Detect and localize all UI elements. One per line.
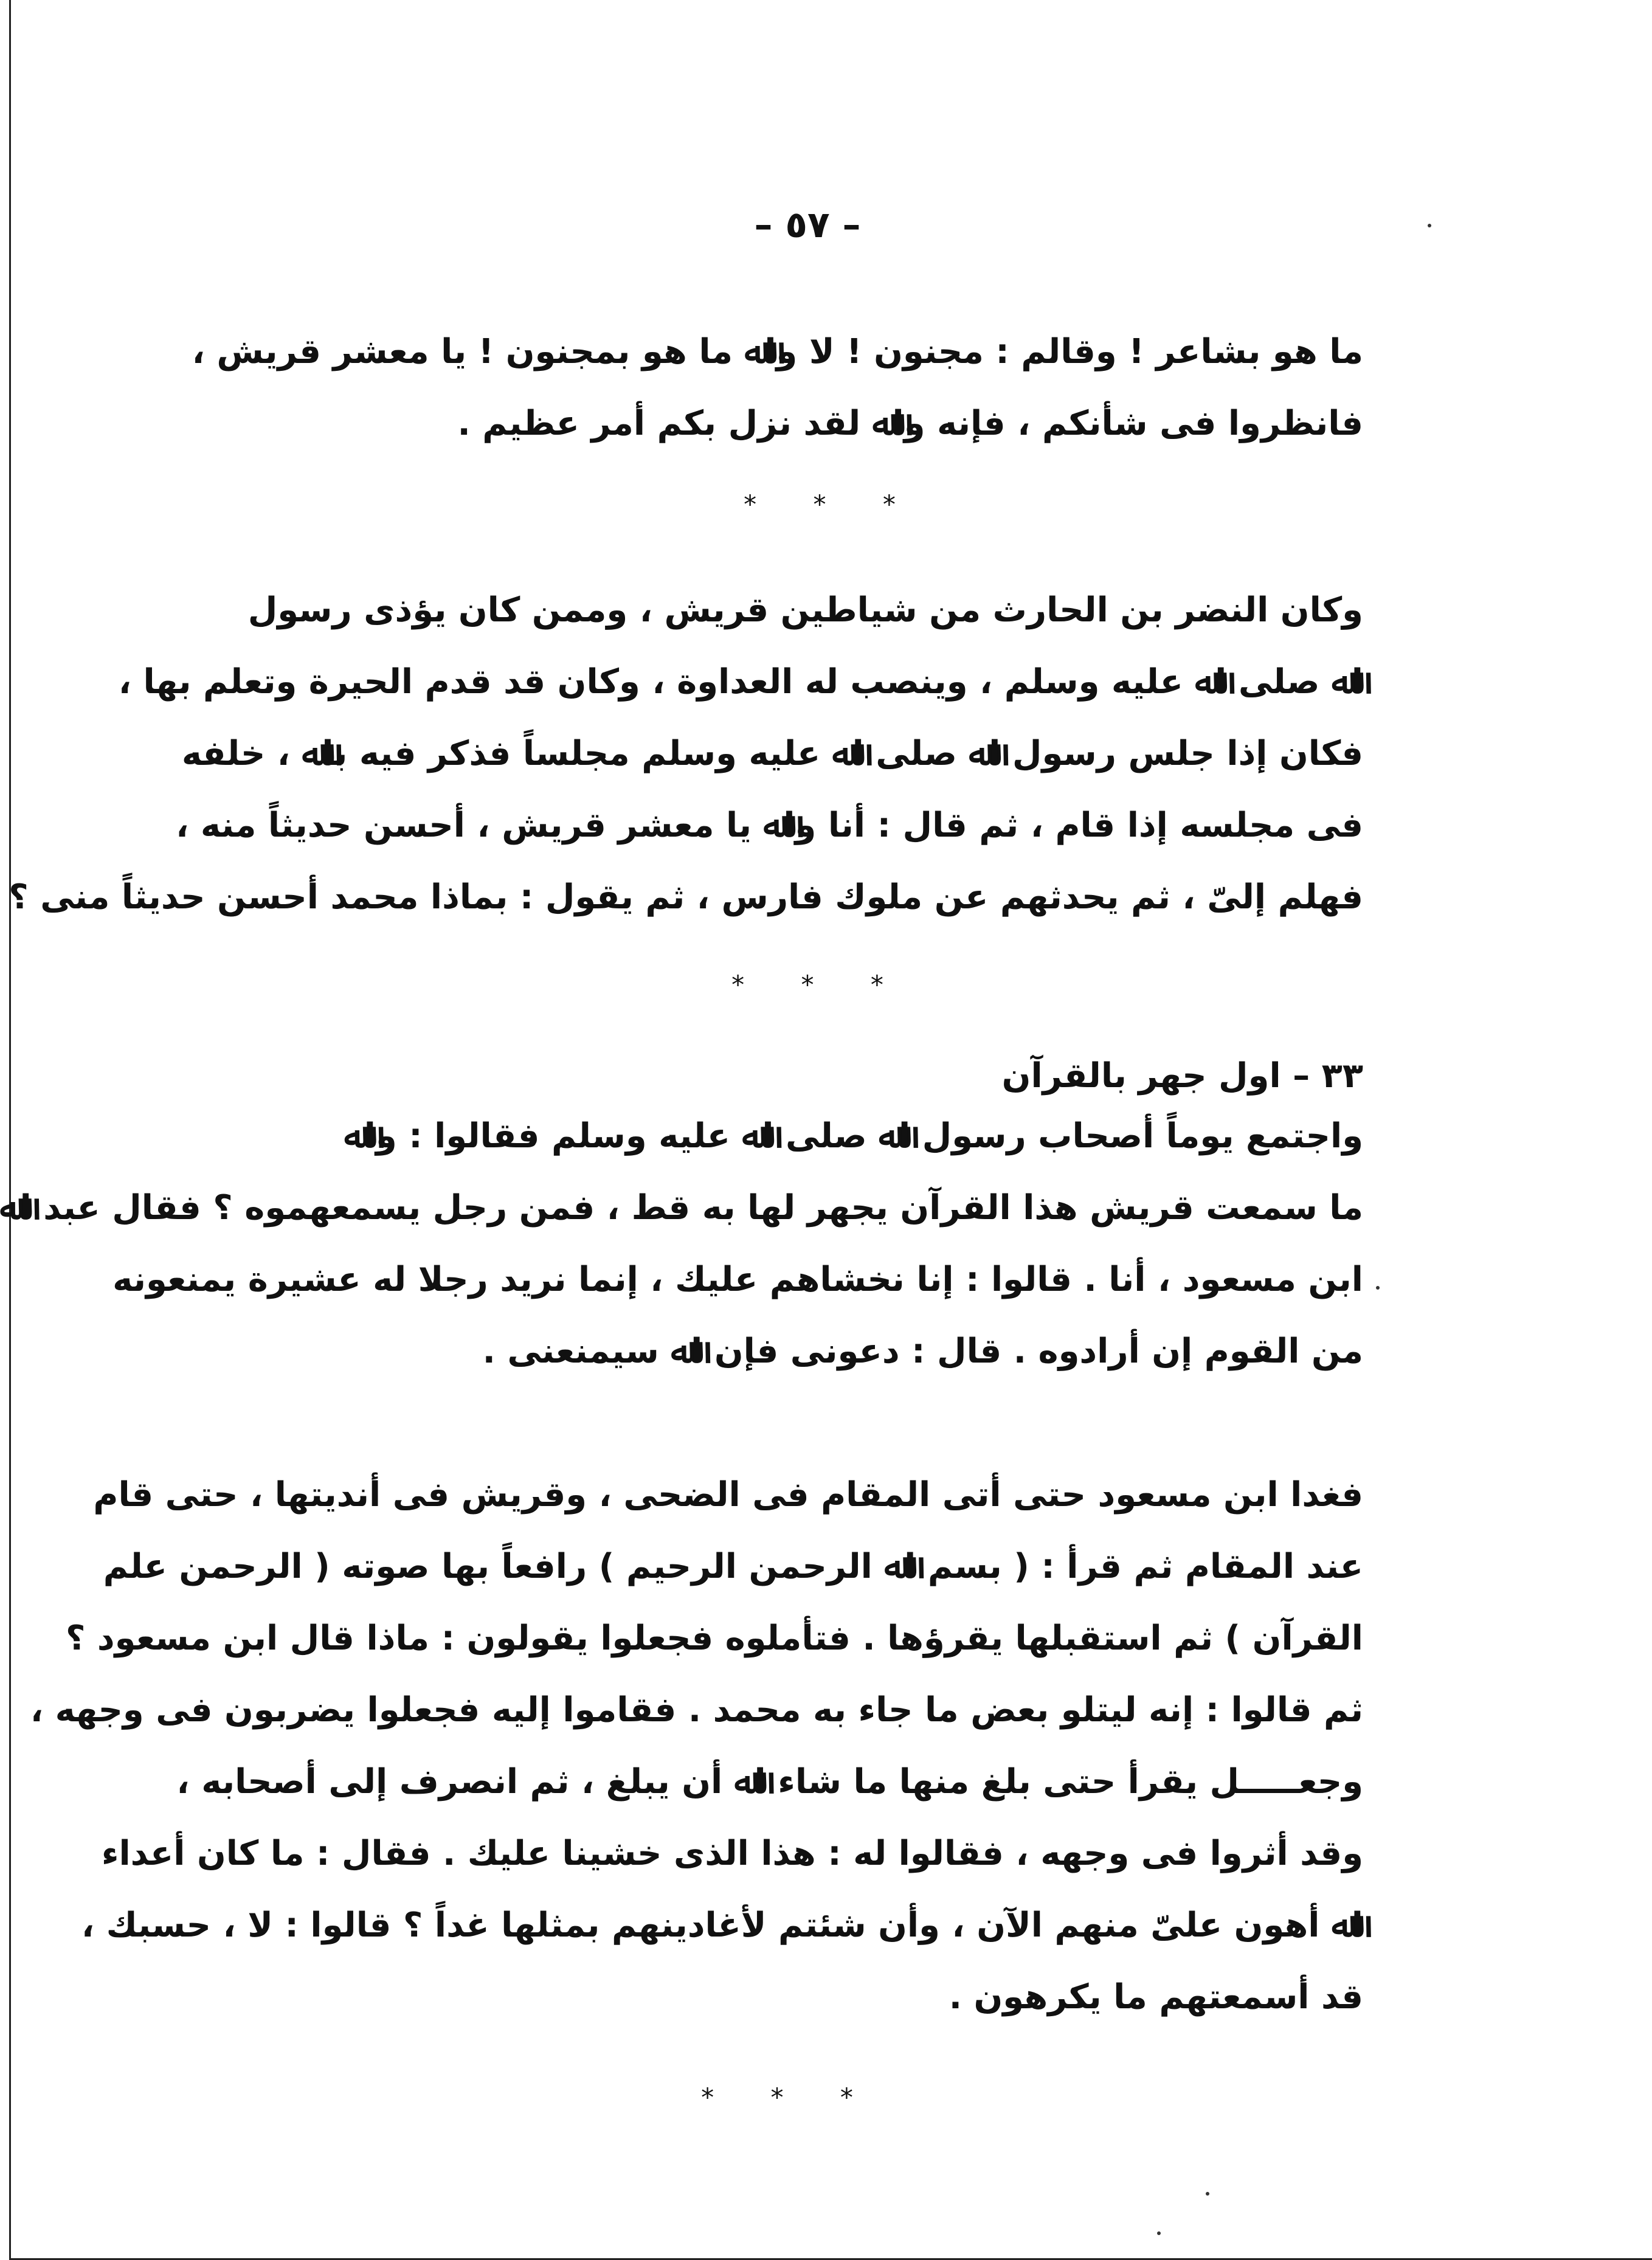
text-line: فانظروا فى شأنكم ، فإنه واﷲ لقد نزل بكم أمر عظيم . xyxy=(457,404,1363,443)
section-separator: * * * xyxy=(731,970,908,1000)
scan-speck xyxy=(1428,224,1431,227)
text-line: فى مجلسه إذا قام ، ثم قال : أنا واﷲ يا معشر قريش ، أحسن حديثاً منه ، xyxy=(176,806,1363,845)
text-line: فكان إذا جلس رسول اﷲ صلى اﷲ عليه وسلم مجلساً فذكر فيه باﷲ ، خلفه xyxy=(181,734,1363,773)
paragraph-companions-gathered xyxy=(0,1101,1363,1387)
text-line: ما سمعت قريش هذا القرآن يجهر لها به قط ، فمن رجل يسمعهموه ؟ فقال عبد اﷲ xyxy=(0,1188,1363,1228)
scan-speck xyxy=(1157,2231,1161,2235)
section-separator: * * * xyxy=(744,489,920,519)
text-line: فغدا ابن مسعود حتى أتى المقام فى الضحى ، وقريش فى أنديتها ، حتى قام xyxy=(93,1475,1363,1515)
text-line: اﷲ صلى اﷲ عليه وسلم ، وينصب له العداوة ، وكان قد قدم الحيرة وتعلم بها ، xyxy=(118,662,1363,702)
text-line: اﷲ أهون علىّ منهم الآن ، وأن شئتم لأغادينهم بمثلها غداً ؟ قالوا : لا ، حسبك ، xyxy=(81,1906,1363,1945)
text-line: فهلم إلىّ ، ثم يحدثهم عن ملوك فارس ، ثم يقول : بماذا محمد أحسن حديثاً منى ؟ xyxy=(9,877,1363,917)
paragraph-continuation xyxy=(192,316,1363,460)
text-line: ابن مسعود ، أنا . قالوا : إنا نخشاهم عليك ، إنما نريد رجلا له عشيرة يمنعونه xyxy=(112,1260,1363,1299)
text-line: عند المقام ثم قرأ : ( بسم اﷲ الرحمن الرحيم ) رافعاً بها صوته ( الرحمن علم xyxy=(103,1547,1363,1586)
text-line: وجعـــــل يقرأ حتى بلغ منها ما شاء اﷲ أن يبلغ ، ثم انصرف إلى أصحابه ، xyxy=(176,1762,1363,1802)
text-line: واجتمع يوماً أصحاب رسول اﷲ صلى اﷲ عليه وسلم فقالوا : واﷲ xyxy=(344,1116,1363,1156)
paragraph-nadr-ibn-harith xyxy=(9,575,1363,933)
section-heading: ٣٣ – اول جهر بالقرآن xyxy=(1001,1056,1363,1096)
text-line: ما هو بشاعر ! وقالم : مجنون ! لا واﷲ ما هو بمجنون ! يا معشر قريش ، xyxy=(192,332,1363,371)
text-line: وكان النضر بن الحارث من شياطين قريش ، وممن كان يؤذى رسول xyxy=(247,590,1363,630)
page-number: – ٥٧ – xyxy=(754,204,861,246)
section-separator: * * * xyxy=(701,2082,877,2112)
scan-speck xyxy=(1376,1286,1380,1290)
text-line: ثم قالوا : إنه ليتلو بعض ما جاء به محمد . فقاموا إليه فجعلوا يضربون فى وجهه ، xyxy=(30,1690,1363,1730)
text-line: من القوم إن أرادوه . قال : دعونى فإن اﷲ سيمنعنى . xyxy=(482,1332,1363,1371)
scan-speck xyxy=(1206,2192,1209,2196)
text-line: القرآن ) ثم استقبلها يقرؤها . فتأملوه فجعلوا يقولون : ماذا قال ابن مسعود ؟ xyxy=(65,1619,1363,1658)
paragraph-ibn-masud-recites xyxy=(30,1459,1363,2033)
text-line: قد أسمعتهم ما يكرهون . xyxy=(949,1977,1363,2017)
text-line: وقد أثروا فى وجهه ، فقالوا له : هذا الذى خشينا عليك . فقال : ما كان أعداء xyxy=(101,1834,1363,1873)
